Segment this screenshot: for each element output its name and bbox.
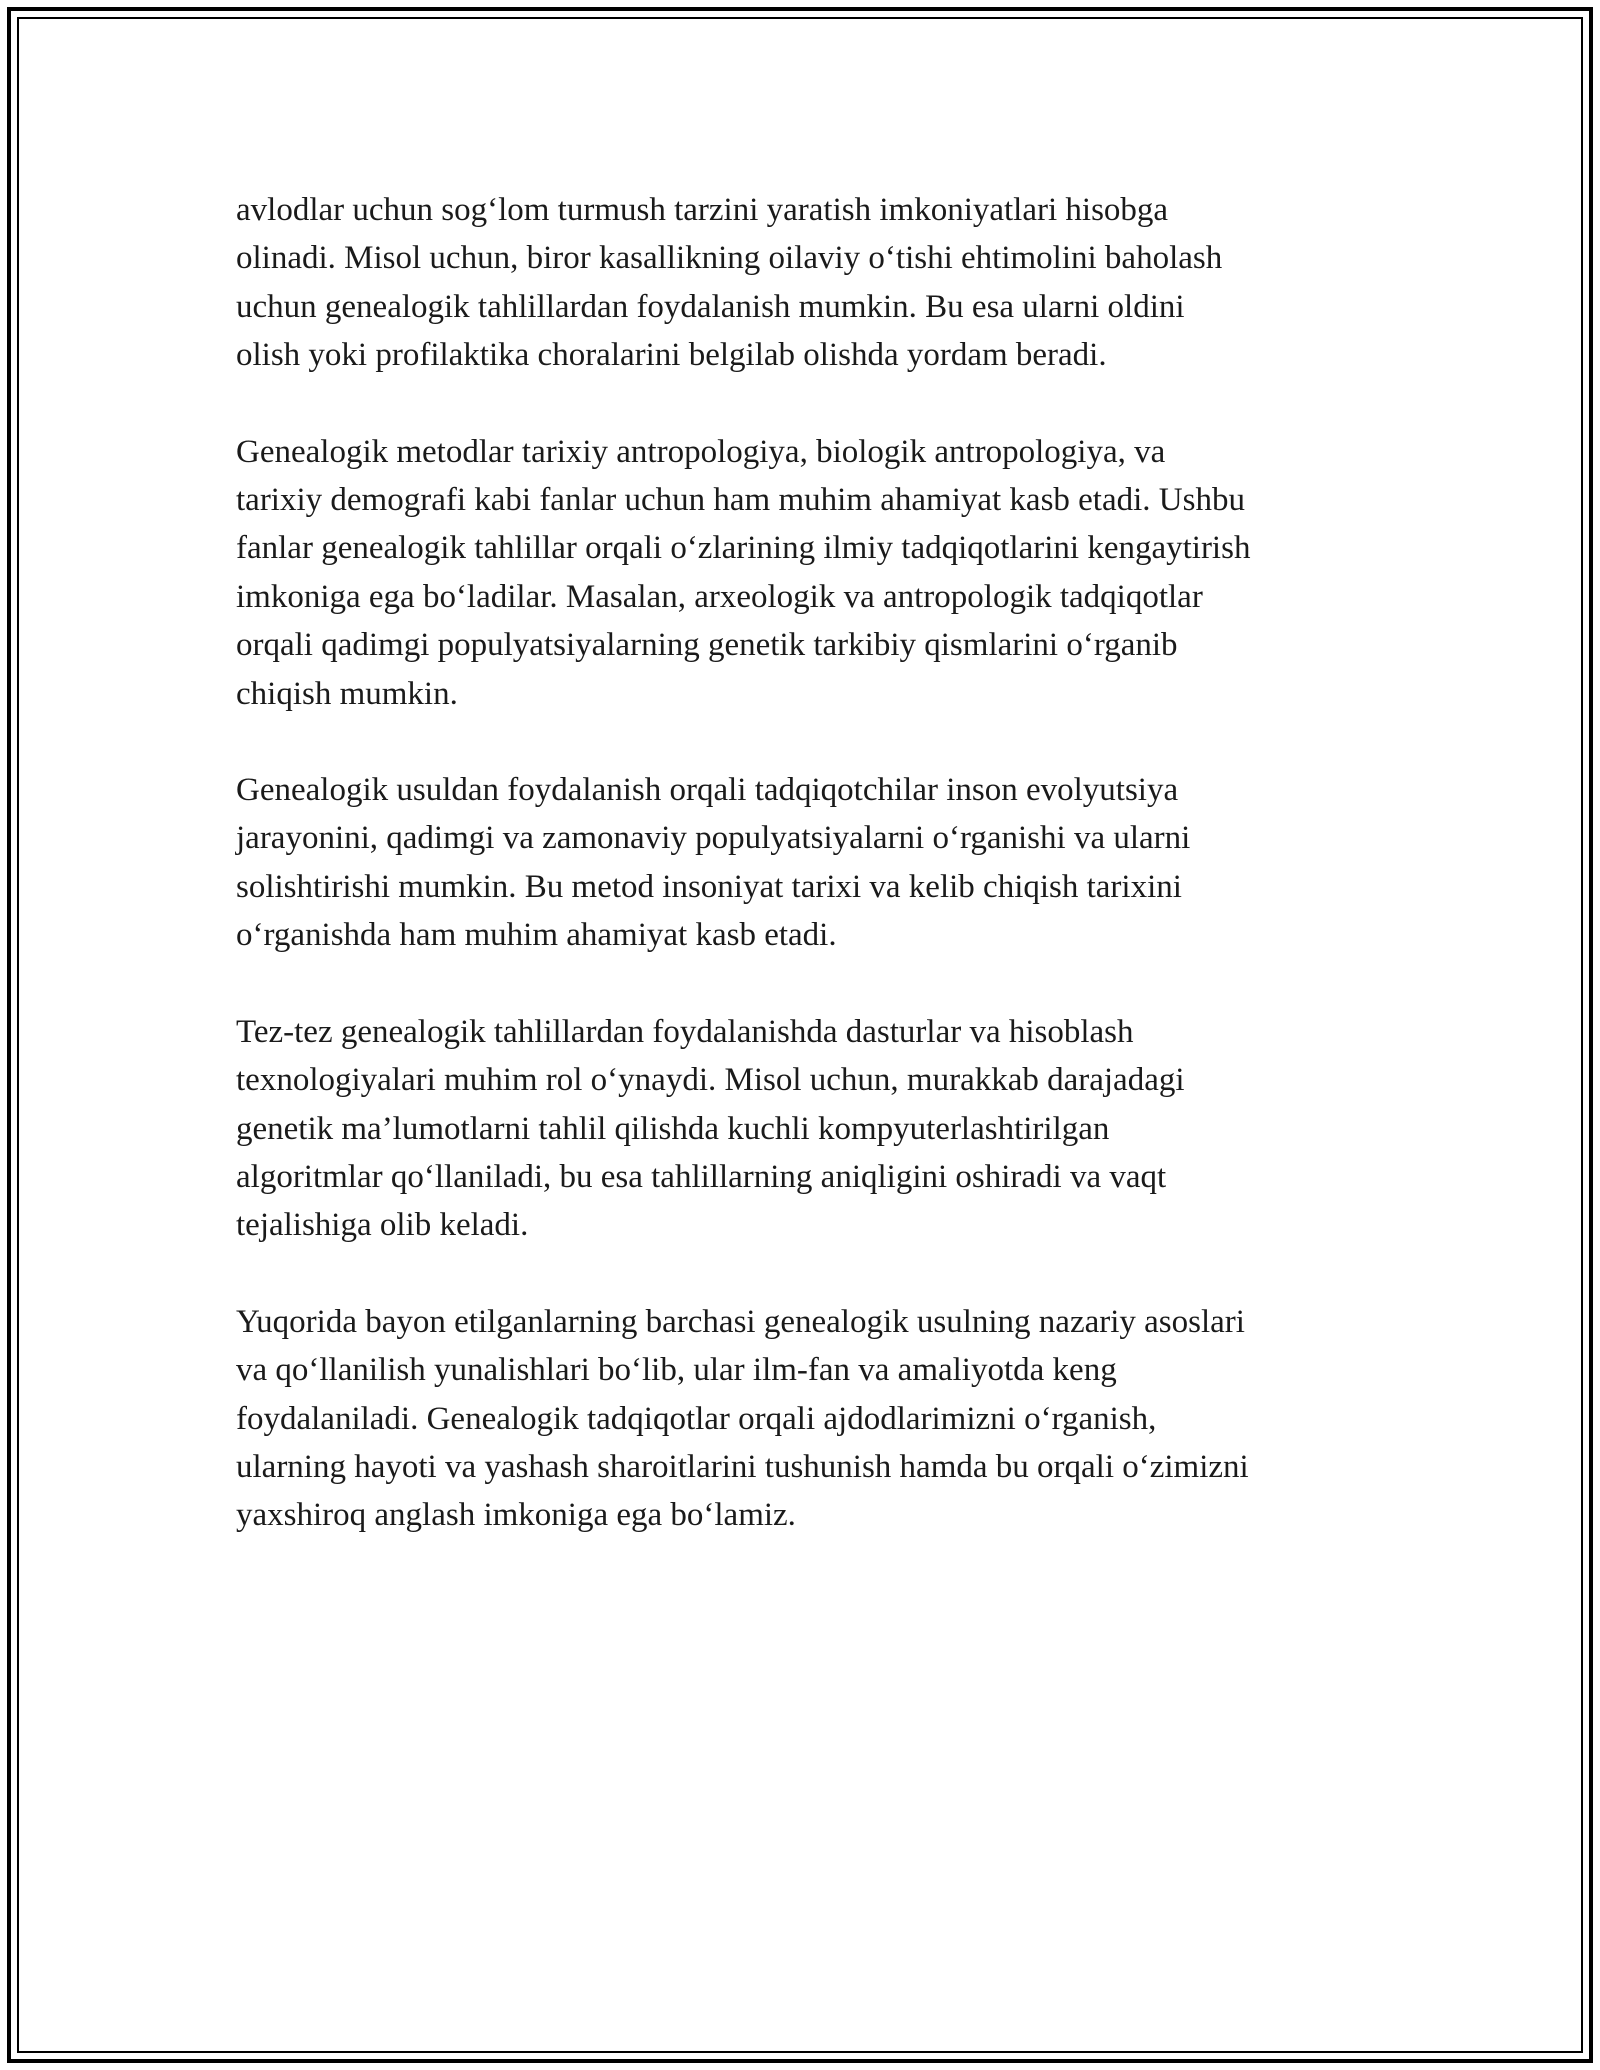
- text-line: foydalaniladi. Genealogik tadqiqotlar orqali ajdodlarimizni o‘rganish,: [236, 1400, 1157, 1437]
- text-line: o‘rganishda ham muhim ahamiyat kasb etadi.: [236, 917, 837, 954]
- text-line: olish yoki profilaktika choralarini belgilab olishda yordam beradi.: [236, 337, 1107, 374]
- paragraph-2: [236, 428, 1386, 718]
- text-line: chiqish mumkin.: [236, 675, 458, 712]
- text-line: uchun genealogik tahlillardan foydalanish mumkin. Bu esa ularni oldini: [236, 288, 1185, 325]
- text-line: texnologiyalari muhim rol o‘ynaydi. Misol uchun, murakkab darajadagi: [236, 1062, 1185, 1099]
- text-line: solishtirishi mumkin. Bu metod insoniyat tarixi va kelib chiqish tarixini: [236, 868, 1182, 905]
- text-line: tarixiy demografi kabi fanlar uchun ham muhim ahamiyat kasb etadi. Ushbu: [236, 482, 1245, 519]
- text-line: algoritmlar qo‘llaniladi, bu esa tahlillarning aniqligini oshiradi va vaqt: [236, 1158, 1167, 1195]
- text-line: fanlar genealogik tahlillar orqali o‘zlarining ilmiy tadqiqotlarini kengaytirish: [236, 530, 1251, 567]
- text-line: Tez-tez genealogik tahlillardan foydalanishda dasturlar va hisoblash: [236, 1013, 1134, 1050]
- text-line: va qo‘llanilish yunalishlari bo‘lib, ular ilm-fan va amaliyotda keng: [236, 1352, 1117, 1389]
- text-line: Genealogik metodlar tarixiy antropologiya, biologik antropologiya, va: [236, 433, 1166, 470]
- text-line: tejalishiga olib keladi.: [236, 1207, 529, 1244]
- text-line: ularning hayoti va yashash sharoitlarini tushunish hamda bu orqali o‘zimizni: [236, 1448, 1249, 1485]
- paragraph-3: [236, 766, 1386, 960]
- text-line: avlodlar uchun sog‘lom turmush tarzini yaratish imkoniyatlari hisobga: [236, 192, 1169, 228]
- text-line: yaxshiroq anglash imkoniga ega bo‘lamiz.: [236, 1497, 796, 1534]
- paragraph-1: [236, 186, 1386, 380]
- text-line: genetik ma’lumotlarni tahlil qilishda kuchli kompyuterlashtirilgan: [236, 1110, 1110, 1147]
- document-body: [236, 186, 1386, 1588]
- text-line: Genealogik usuldan foydalanish orqali tadqiqotchilar inson evolyutsiya: [236, 772, 1179, 809]
- text-line: orqali qadimgi populyatsiyalarning genetik tarkibiy qismlarini o‘rganib: [236, 627, 1178, 664]
- paragraph-5: [236, 1298, 1386, 1540]
- paragraph-4: [236, 1008, 1386, 1250]
- text-line: imkoniga ega bo‘ladilar. Masalan, arxeologik va antropologik tadqiqotlar: [236, 578, 1203, 615]
- text-line: Yuqorida bayon etilganlarning barchasi genealogik usulning nazariy asoslari: [236, 1303, 1245, 1340]
- text-line: jarayonini, qadimgi va zamonaviy populyatsiyalarni o‘rganishi va ularni: [236, 820, 1191, 857]
- text-line: olinadi. Misol uchun, biror kasallikning oilaviy o‘tishi ehtimolini baholash: [236, 240, 1223, 277]
